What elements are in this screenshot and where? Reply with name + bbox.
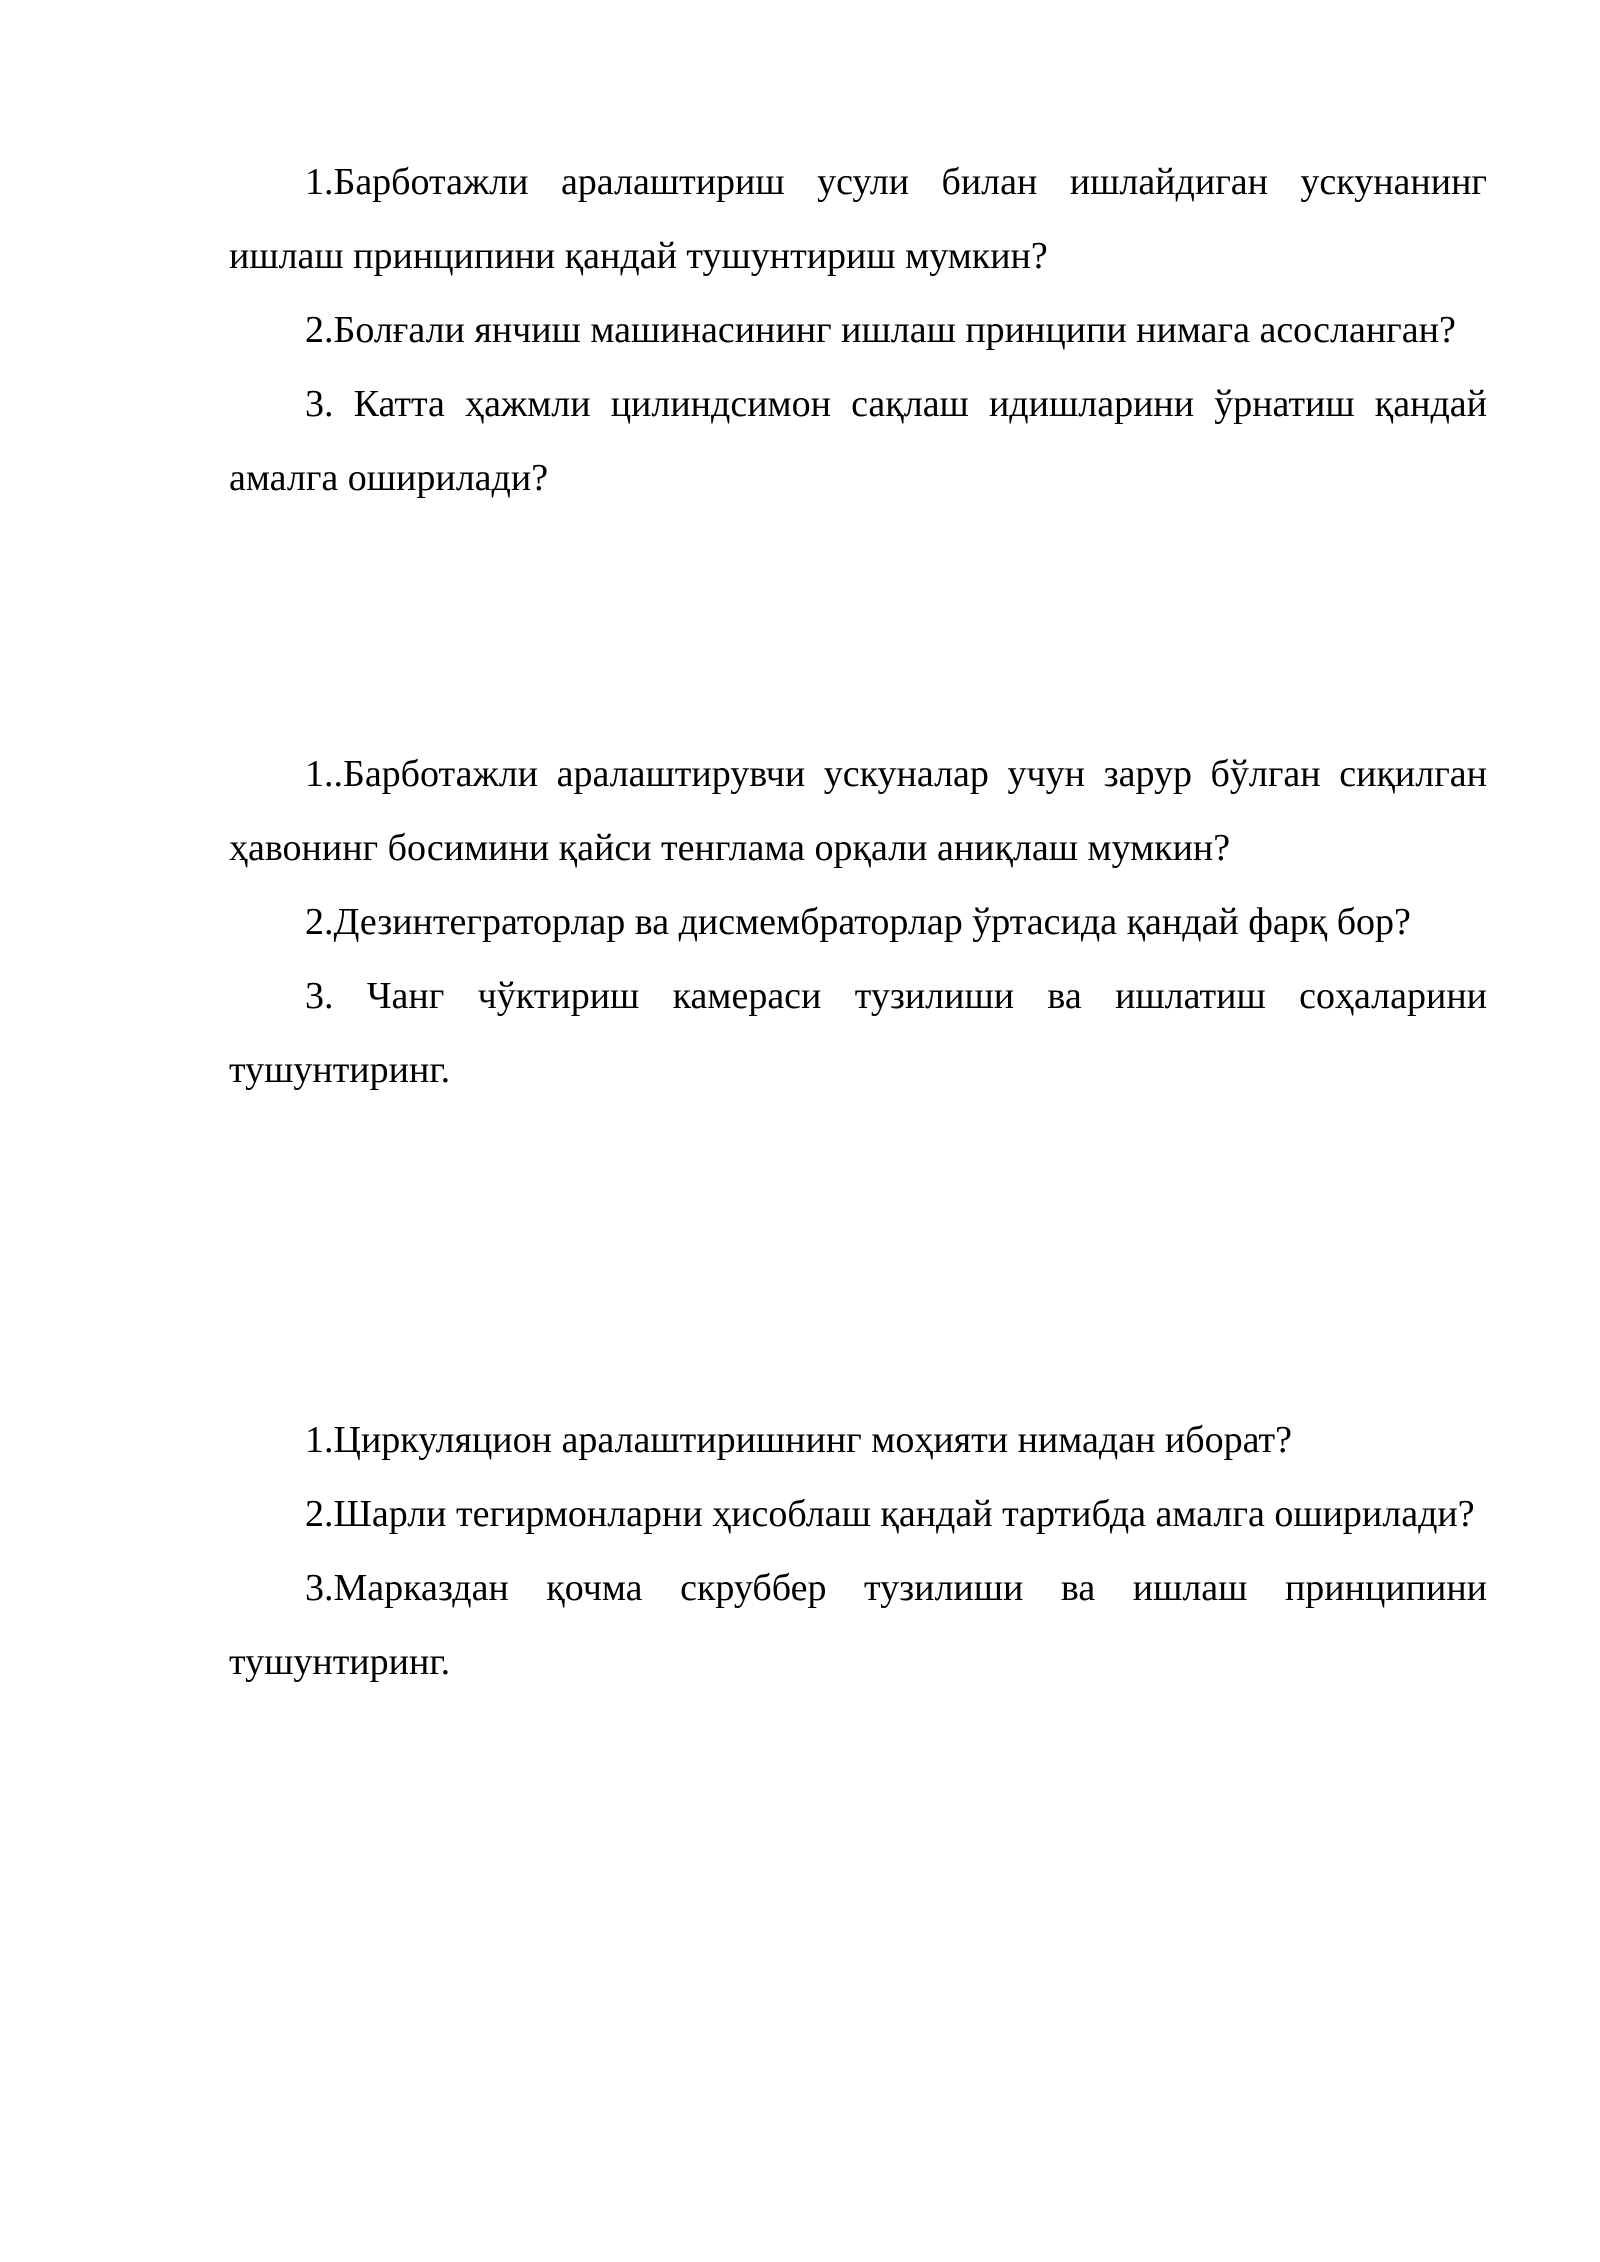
question-group-3 xyxy=(229,1403,1487,1699)
question-group-1 xyxy=(229,145,1487,515)
question-1-2: 2.Болғали янчиш машинасининг ишлаш принципи нимага асосланган? xyxy=(305,309,1456,351)
question-2-2: 2.Дезинтеграторлар ва дисмембраторлар ўртасида қандай фарқ бор? xyxy=(305,901,1411,943)
question-1-3: 3. Катта ҳажмли цилиндсимон сақлаш идишларини ўрнатиш қандай амалга оширилади? xyxy=(229,383,1487,499)
question-1-1: 1.Барботажли аралаштириш усули билан ишлайдиган ускунанинг ишлаш принципини қандай тушунтириш мумкин? xyxy=(229,161,1487,277)
document-body xyxy=(229,145,1487,1699)
question-3-3: 3.Марказдан қочма скруббер тузилиши ва ишлаш принципини тушунтиринг. xyxy=(229,1567,1487,1683)
question-3-2: 2.Шарли тегирмонларни ҳисоблаш қандай тартибда амалга оширилади? xyxy=(305,1493,1475,1535)
question-2-3: 3. Чанг чўктириш камераси тузилиши ва ишлатиш соҳаларини тушунтиринг. xyxy=(229,975,1487,1091)
question-3-1: 1.Циркуляцион аралаштиришнинг моҳияти нимадан иборат? xyxy=(305,1419,1292,1461)
question-2-1: 1..Барботажли аралаштирувчи ускуналар учун зарур бўлган сиқилган ҳавонинг босимини қайси тенглама орқали аниқлаш мумкин? xyxy=(229,753,1487,869)
question-group-2 xyxy=(229,737,1487,1107)
